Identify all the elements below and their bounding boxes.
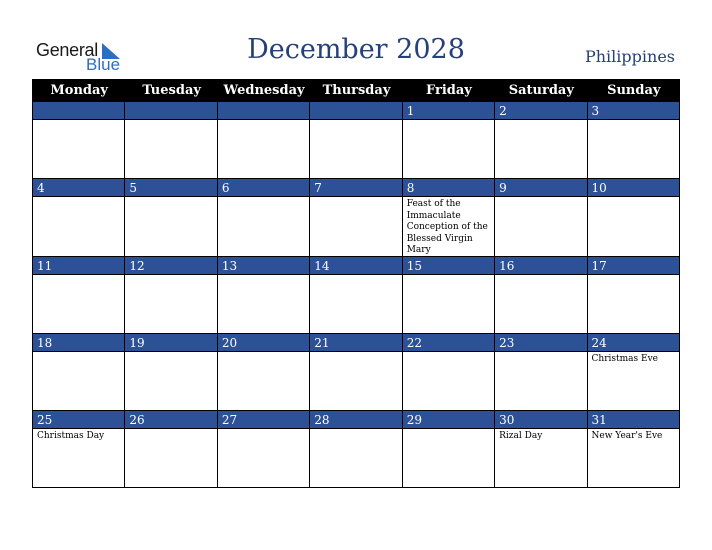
day-number: 16 [495, 257, 586, 275]
day-number: 15 [403, 257, 494, 275]
day-number: 14 [310, 257, 401, 275]
day-cell[interactable] [125, 179, 217, 256]
holiday-label: Christmas Eve [591, 353, 658, 364]
day-number [125, 102, 216, 120]
day-number: 4 [33, 179, 124, 197]
holiday-label: Rizal Day [499, 431, 543, 442]
day-number: 18 [33, 334, 124, 352]
day-number: 19 [125, 334, 216, 352]
day-cell[interactable] [218, 179, 310, 256]
day-cell[interactable] [495, 411, 587, 488]
day-cell[interactable] [33, 334, 125, 411]
day-number: 7 [310, 179, 401, 197]
day-cell[interactable] [33, 102, 125, 179]
day-number: 26 [125, 411, 216, 429]
day-cell[interactable] [403, 334, 495, 411]
day-number: 29 [403, 411, 494, 429]
day-number: 25 [33, 411, 124, 429]
weeks-container [33, 102, 680, 488]
day-number: 22 [403, 334, 494, 352]
logo-blue-text: Blue [86, 55, 121, 74]
day-number: 11 [33, 257, 124, 275]
day-cell[interactable] [310, 179, 402, 256]
day-number: 28 [310, 411, 401, 429]
week-row [33, 102, 680, 179]
day-cell[interactable] [218, 102, 310, 179]
day-cell[interactable] [310, 334, 402, 411]
day-cell[interactable] [125, 102, 217, 179]
day-cell[interactable] [403, 411, 495, 488]
day-cell[interactable] [33, 179, 125, 256]
day-cell[interactable] [218, 257, 310, 334]
weekday-header: Thursday [322, 83, 391, 98]
day-number: 20 [218, 334, 309, 352]
weekday-header: Friday [425, 83, 472, 98]
logo-general-text: General [36, 40, 98, 60]
day-number: 1 [403, 102, 494, 120]
week-row [33, 179, 680, 256]
week-row [33, 334, 680, 411]
day-number: 21 [310, 334, 401, 352]
day-number: 12 [125, 257, 216, 275]
weekday-header: Wednesday [223, 83, 305, 98]
day-cell[interactable] [125, 334, 217, 411]
day-cell[interactable] [588, 102, 680, 179]
day-number: 30 [495, 411, 586, 429]
day-number: 5 [125, 179, 216, 197]
weekday-header: Tuesday [142, 83, 201, 98]
day-cell[interactable] [125, 411, 217, 488]
day-cell[interactable] [403, 257, 495, 334]
day-cell[interactable] [588, 411, 680, 488]
day-cell[interactable] [495, 179, 587, 256]
day-number: 8 [403, 179, 494, 197]
day-number: 23 [495, 334, 586, 352]
day-cell[interactable] [495, 257, 587, 334]
day-cell[interactable] [495, 334, 587, 411]
day-cell[interactable] [125, 257, 217, 334]
day-number [310, 102, 401, 120]
day-cell[interactable] [310, 411, 402, 488]
day-cell[interactable] [218, 334, 310, 411]
day-cell[interactable] [588, 179, 680, 256]
day-number: 10 [588, 179, 679, 197]
day-number [218, 102, 309, 120]
week-row [33, 411, 680, 488]
day-number: 27 [218, 411, 309, 429]
day-cell[interactable] [310, 102, 402, 179]
weekday-header: Saturday [508, 83, 574, 98]
page-title: December 2028 [247, 34, 465, 65]
day-number: 31 [588, 411, 679, 429]
calendar-grid [32, 79, 680, 488]
weekday-header: Sunday [607, 83, 661, 98]
day-cell[interactable] [588, 257, 680, 334]
day-cell[interactable] [403, 179, 495, 256]
day-cell[interactable] [33, 411, 125, 488]
day-number: 9 [495, 179, 586, 197]
day-number: 3 [588, 102, 679, 120]
day-cell[interactable] [403, 102, 495, 179]
day-number [33, 102, 124, 120]
week-row [33, 257, 680, 334]
day-cell[interactable] [218, 411, 310, 488]
day-number: 17 [588, 257, 679, 275]
day-number: 24 [588, 334, 679, 352]
day-number: 2 [495, 102, 586, 120]
day-number: 13 [218, 257, 309, 275]
day-cell[interactable] [310, 257, 402, 334]
day-cell[interactable] [495, 102, 587, 179]
day-cell[interactable] [588, 334, 680, 411]
holiday-label: Christmas Day [37, 431, 105, 442]
weekday-header: Monday [50, 83, 108, 98]
weekday-header-row [33, 80, 680, 102]
day-number: 6 [218, 179, 309, 197]
holiday-label: New Year's Eve [591, 431, 663, 442]
holiday-label: Feast of the Immaculate Conception of the Blessed Virgin Mary [406, 199, 488, 256]
day-cell[interactable] [33, 257, 125, 334]
country-label: Philippines [584, 47, 675, 66]
